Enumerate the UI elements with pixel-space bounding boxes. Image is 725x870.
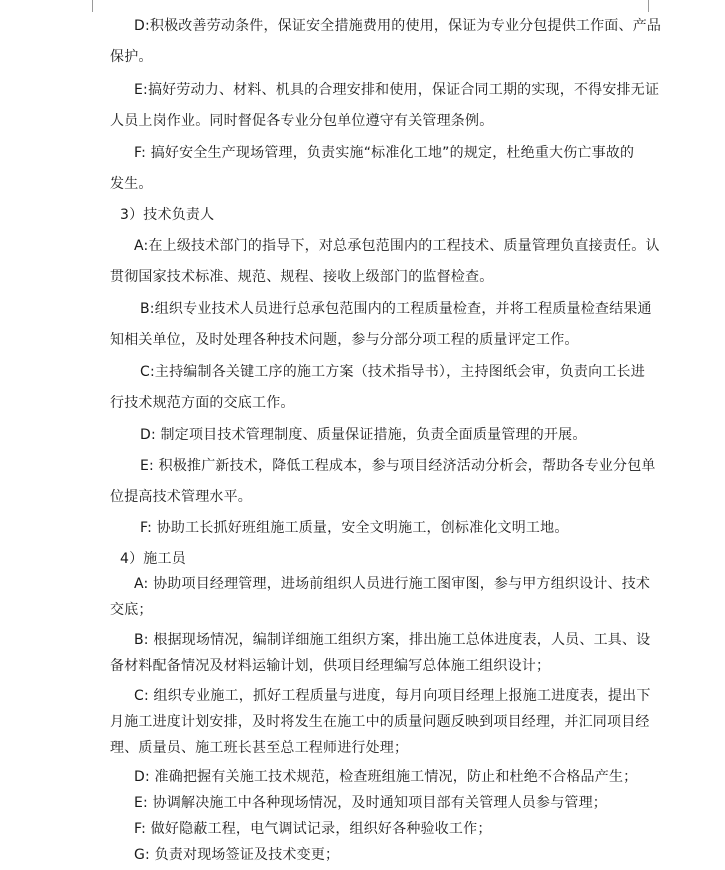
text-line: E: 协调解决施工中各种现场情况，及时通知项目部有关管理人员参与管理； [134,795,608,811]
text-line: C:主持编制各关键工序的施工方案（技术指导书），主持图纸会审，负责向工长进 [140,364,645,380]
text-line: E:搞好劳动力、材料、机具的合理安排和使用，保证合同工期的实现，不得安排无证 [134,82,660,98]
text-line: G: 负责对现场签证及技术变更； [134,847,340,863]
text-line: 贯彻国家技术标准、规范、规程、接收上级部门的监督检查。 [110,269,494,285]
text-line: D: 制定项目技术管理制度、质量保证措施，负责全面质量管理的开展。 [140,427,587,443]
section-heading: 4）施工员 [120,551,186,567]
text-line: 保护。 [110,49,153,65]
text-line: A: 协助项目经理管理，进场前组织人员进行施工图审图，参与甲方组织设计、技术 [134,576,651,592]
text-line: 知相关单位，及时处理各种技术问题，参与分部分项工程的质量评定工作。 [110,332,579,348]
text-line: C: 组织专业施工，抓好工程质量与进度，每月向项目经理上报施工进度表，提出下 [134,688,651,704]
text-line: B:组织专业技术人员进行总承包范围内的工程质量检查，并将工程质量检查结果通 [140,301,652,317]
text-line: F: 做好隐蔽工程，电气调试记录，组织好各种验收工作； [134,821,492,837]
text-line: B: 根据现场情况，编制详细施工组织方案，排出施工总体进度表，人员、工具、设 [134,632,651,648]
text-line: F: 搞好安全生产现场管理，负责实施“标准化工地”的规定，杜绝重大伤亡事故的 [134,145,635,161]
text-line: 备材料配备情况及材料运输计划，供项目经理编写总体施工组织设计； [110,658,551,674]
section-heading: 3）技术负责人 [120,207,215,223]
page-crop-mark-left [92,0,93,12]
text-line: A:在上级技术部门的指导下，对总承包范围内的工程技术、质量管理负直接责任。认 [134,238,660,254]
text-line: 交底； [110,602,153,618]
text-line: E: 积极推广新技术，降低工程成本，参与项目经济活动分析会，帮助各专业分包单 [140,458,656,474]
text-line: D:积极改善劳动条件，保证安全措施费用的使用，保证为专业分包提供工作面、产品 [134,18,662,34]
text-line: 人员上岗作业。同时督促各专业分包单位遵守有关管理条例。 [110,113,494,129]
text-line: D: 准确把握有关施工技术规范，检查班组施工情况，防止和杜绝不合格品产生； [134,769,638,785]
text-line: 位提高技术管理水平。 [110,489,252,505]
text-line: F: 协助工长抓好班组施工质量，安全文明施工，创标准化文明工地。 [140,520,569,536]
text-line: 理、质量员、施工班长甚至总工程师进行处理； [110,740,409,756]
text-line: 发生。 [110,176,153,192]
text-line: 行技术规范方面的交底工作。 [110,395,295,411]
text-line: 月施工进度计划安排，及时将发生在施工中的质量问题反映到项目经理，并汇同项目经 [110,714,650,730]
page-crop-mark-right [648,0,649,12]
